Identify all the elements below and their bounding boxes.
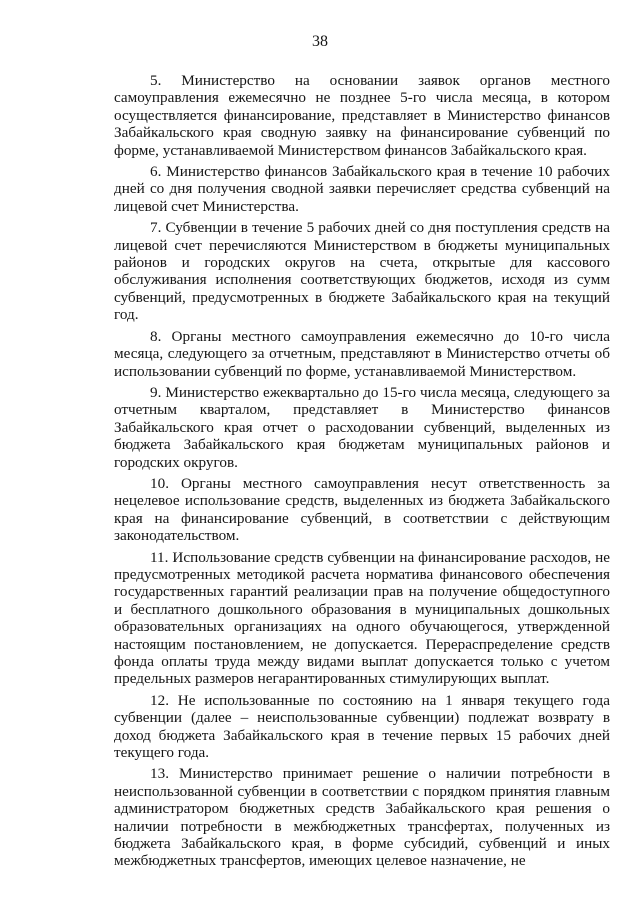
paragraph-6: 6. Министерство финансов Забайкальского края в течение 10 рабочих дней со дня получения сводной заявки перечисляет средства субвенций на лицевой счет Министерства. — [114, 163, 610, 215]
document-body — [114, 72, 610, 870]
paragraph-10: 10. Органы местного самоуправления несут ответственность за нецелевое использование средств, выделенных из бюджета Забайкальского края на финансирование субвенций, в соответствии с действующим законодательством. — [114, 474, 610, 545]
page-number: 38 — [312, 33, 328, 50]
paragraph-11: 11. Использование средств субвенции на финансирование расходов, не предусмотренных методикой расчета норматива финансового обеспечения государственных гарантий реализации прав на получение общедоступного и бесплатного дошкольного образования в муниципальных дошкольных образовательных организациях на одного обучающегося, утвержденной настоящим постановлением, не допускается. Перераспределение средств фонда оплаты труда между видами выплат допускается только с учетом предельных размеров негарантированных стимулирующих выплат. — [114, 548, 610, 688]
paragraph-9: 9. Министерство ежеквартально до 15-го числа месяца, следующего за отчетным кварталом, представляет в Министерство финансов Забайкальского края отчет о расходовании субвенций, выделенных из бюджета Забайкальского края бюджетам муниципальных районов и городских округов. — [114, 383, 610, 471]
paragraph-13: 13. Министерство принимает решение о наличии потребности в неиспользованной субвенции в соответствии с порядком принятия главным администратором бюджетных средств Забайкальского края решения о наличии потребности в межбюджетных трансфертах, полученных из бюджета Забайкальского края, в форме субсидий, субвенций и иных межбюджетных трансфертов, имеющих целевое назначение, не — [114, 765, 610, 870]
paragraph-7: 7. Субвенции в течение 5 рабочих дней со дня поступления средств на лицевой счет перечисляются Министерством в бюджеты муниципальных районов и городских округов на счета, открытые для кассового обслуживания исполнения соответствующих бюджетов, исходя из сумм субвенций, предусмотренных в бюджете Забайкальского края на текущий год. — [114, 219, 610, 324]
paragraph-12: 12. Не использованные по состоянию на 1 января текущего года субвенции (далее – неиспользованные субвенции) подлежат возврату в доход бюджета Забайкальского края в течение первых 15 рабочих дней текущего года. — [114, 691, 610, 762]
paragraph-5: 5. Министерство на основании заявок органов местного самоуправления ежемесячно не позднее 5-го числа месяца, в котором осуществляется финансирование, представляет в Министерство финансов Забайкальского края сводную заявку на финансирование субвенций по форме, устанавливаемой Министерством финансов Забайкальского края. — [114, 72, 610, 159]
paragraph-8: 8. Органы местного самоуправления ежемесячно до 10-го числа месяца, следующего за отчетным, представляют в Министерство отчеты об использовании субвенций по форме, устанавливаемой Министерством. — [114, 327, 610, 380]
